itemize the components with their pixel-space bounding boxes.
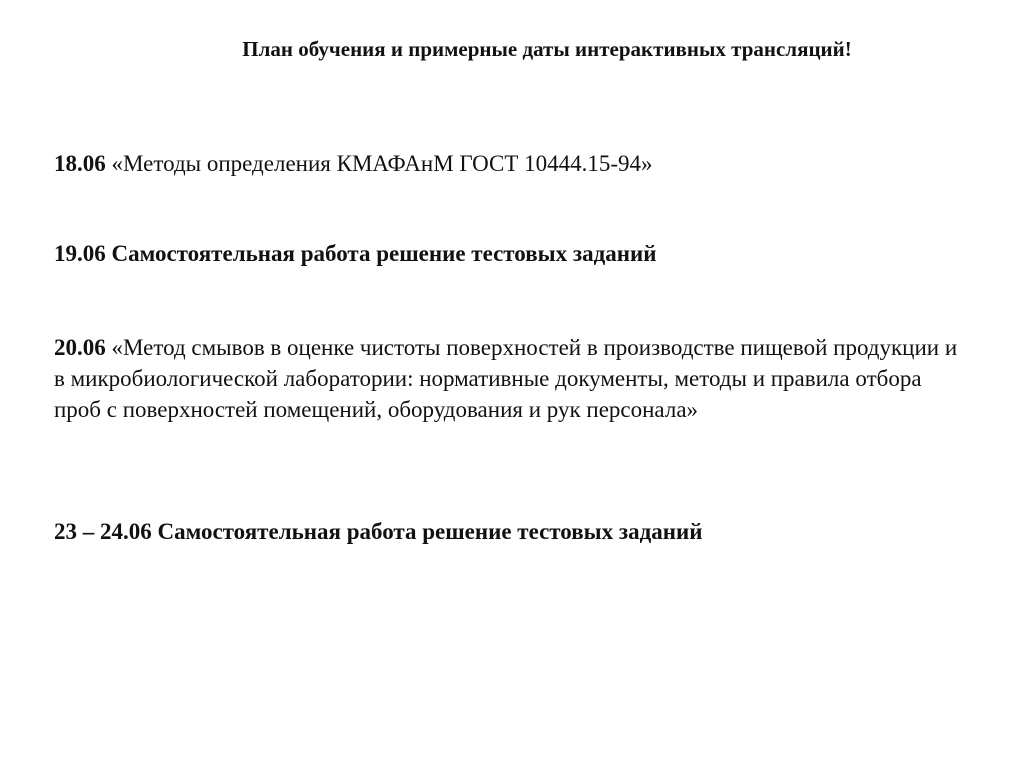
entry-date: 23 – 24.06 bbox=[54, 519, 152, 544]
schedule-entry-1906 bbox=[54, 238, 964, 269]
entry-date: 20.06 bbox=[54, 335, 106, 360]
schedule-entry-1806 bbox=[54, 148, 964, 179]
entry-date: 19.06 bbox=[54, 241, 106, 266]
entry-date: 18.06 bbox=[54, 151, 106, 176]
page-title: План обучения и примерные даты интерактивных трансляций! bbox=[242, 37, 852, 61]
entry-text: «Методы определения КМАФАнМ ГОСТ 10444.15-94» bbox=[111, 151, 653, 176]
schedule-entry-2006 bbox=[54, 332, 964, 425]
schedule-entry-2324 bbox=[54, 516, 964, 547]
entry-text: «Метод смывов в оценке чистоты поверхностей в производстве пищевой продукции и в микробиологической лаборатории: нормативные документы, методы и правила отбора проб с поверхностей помещений, оборудования и рук персонала» bbox=[54, 335, 958, 422]
entry-text: Самостоятельная работа решение тестовых заданий bbox=[157, 519, 703, 544]
entry-text: Самостоятельная работа решение тестовых заданий bbox=[111, 241, 657, 266]
